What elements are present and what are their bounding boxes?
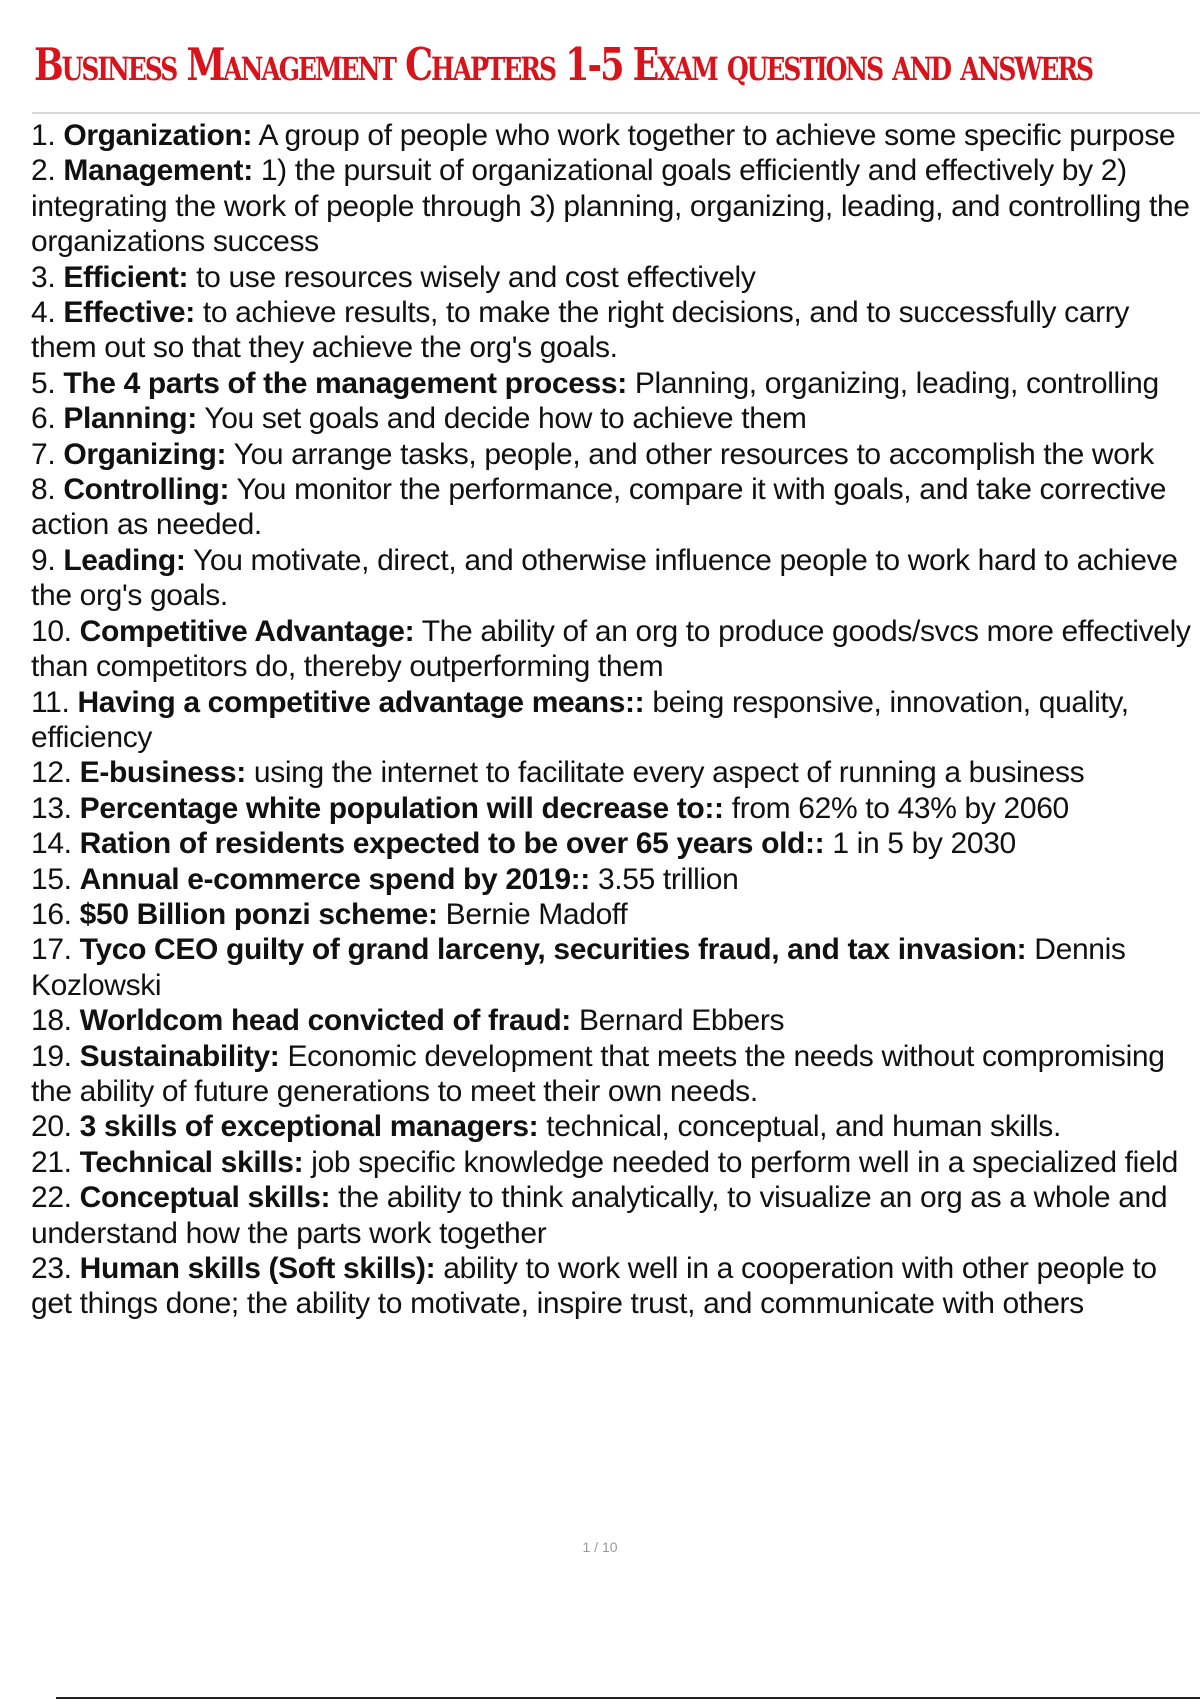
item-definition: job specific knowledge needed to perform well in a specialized field [311, 1145, 1178, 1179]
bottom-divider [56, 1697, 1200, 1699]
item-term: Conceptual skills: [79, 1181, 331, 1215]
item-definition: Bernie Madoff [445, 897, 628, 931]
page-indicator: 1 / 10 [582, 1539, 618, 1555]
item-definition: You motivate, direct, and otherwise influence people to work hard to achieve the org's goals. [31, 543, 1178, 613]
item-term: Management: [63, 154, 253, 188]
item-term: Human skills (Soft skills): [79, 1252, 436, 1285]
item-number: 14. [31, 827, 72, 861]
qa-item [31, 437, 1200, 472]
item-number: 1. [31, 119, 56, 152]
item-number: 22. [31, 1181, 72, 1215]
item-definition: 1 in 5 by 2030 [832, 827, 1016, 861]
qa-item [31, 1109, 1200, 1144]
item-term: Efficient: [63, 260, 189, 294]
item-term: Effective: [63, 296, 195, 330]
item-number: 20. [31, 1110, 72, 1144]
item-definition: to achieve results, to make the right decisions, and to successfully carry them out so that they achieve the org's goals. [31, 296, 1130, 365]
item-definition: 3.55 trillion [597, 862, 739, 896]
qa-item [31, 401, 1200, 436]
qa-item [31, 260, 1200, 295]
item-number: 17. [31, 933, 72, 967]
qa-item [31, 295, 1200, 366]
item-term: Annual e-commerce spend by 2019:: [79, 862, 590, 896]
item-number: 3. [31, 260, 56, 294]
item-definition: You arrange tasks, people, and other resources to accomplish the work [233, 437, 1154, 471]
item-term: $50 Billion ponzi scheme: [79, 897, 438, 931]
item-definition: using the internet to facilitate every aspect of running a business [253, 756, 1085, 790]
item-term: Controlling: [63, 473, 230, 507]
item-number: 5. [31, 366, 56, 400]
item-definition: The ability of an org to produce goods/svcs more effectively than competitors do, thereby outperforming them [31, 614, 1191, 684]
qa-item [31, 1039, 1200, 1110]
qa-item [31, 614, 1200, 685]
item-definition: Bernard Ebbers [578, 1004, 785, 1038]
item-definition: from 62% to 43% by 2060 [731, 791, 1069, 825]
item-term: Competitive Advantage: [79, 614, 415, 648]
item-number: 21. [31, 1145, 72, 1179]
item-term: Technical skills: [79, 1145, 304, 1179]
item-term: Having a competitive advantage means:: [77, 685, 645, 719]
item-number: 4. [31, 296, 56, 330]
qa-item [31, 826, 1200, 861]
qa-item [31, 685, 1200, 756]
qa-item [31, 472, 1200, 543]
item-term: The 4 parts of the management process: [63, 366, 627, 400]
item-term: Planning: [63, 402, 197, 436]
item-definition: You set goals and decide how to achieve them [204, 402, 807, 436]
item-definition: A group of people who work together to achieve some specific purpose [258, 119, 1176, 152]
qa-item [31, 791, 1200, 826]
qa-item [31, 118, 1200, 153]
item-definition: Planning, organizing, leading, controlling [634, 366, 1159, 400]
item-term: Ration of residents expected to be over 65 years old:: [79, 827, 825, 861]
qa-item [31, 1180, 1200, 1251]
qa-item [31, 1145, 1200, 1180]
qa-item [31, 897, 1200, 932]
title-divider [32, 112, 1200, 114]
qa-item [31, 153, 1200, 259]
item-term: Organizing: [63, 437, 227, 471]
item-definition: being responsive, innovation, quality, efficiency [31, 685, 1129, 754]
item-term: 3 skills of exceptional managers: [79, 1110, 539, 1144]
item-number: 12. [31, 756, 72, 790]
qa-item [31, 543, 1200, 614]
item-definition: Dennis Kozlowski [31, 933, 1126, 1002]
item-term: Tyco CEO guilty of grand larceny, securities fraud, and tax invasion: [79, 933, 1027, 967]
item-term: Sustainability: [79, 1039, 280, 1073]
item-definition: to use resources wisely and cost effectively [196, 260, 756, 294]
item-number: 23. [31, 1252, 72, 1285]
item-definition: the ability to think analytically, to visualize an org as a whole and understand how the parts work together [31, 1181, 1168, 1250]
qa-item [31, 1003, 1200, 1038]
item-number: 16. [31, 897, 72, 931]
item-term: Percentage white population will decrease to:: [79, 791, 724, 825]
item-term: Organization: [63, 119, 253, 152]
item-number: 19. [31, 1039, 72, 1073]
item-number: 10. [31, 614, 72, 648]
item-definition: You monitor the performance, compare it with goals, and take corrective action as needed. [31, 473, 1167, 542]
item-number: 11. [31, 685, 70, 719]
item-number: 13. [31, 791, 72, 825]
item-number: 2. [31, 154, 56, 188]
item-term: Worldcom head convicted of fraud: [79, 1004, 571, 1038]
qa-item [31, 755, 1200, 790]
qa-item [31, 862, 1200, 897]
item-number: 6. [31, 402, 56, 436]
document-title: Business Management Chapters 1-5 Exam questions and answers [34, 38, 1093, 91]
item-definition: 1) the pursuit of organizational goals efficiently and effectively by 2) integrating the work of people through 3) planning, organizing, leading, and controlling the organizations success [31, 154, 1190, 259]
item-definition: ability to work well in a cooperation with other people to get things done; the ability to motivate, inspire trust, and communicate with others [31, 1252, 1157, 1321]
item-definition: technical, conceptual, and human skills. [546, 1110, 1061, 1144]
item-number: 9. [31, 543, 56, 577]
qa-item [31, 1251, 1200, 1322]
qa-list [31, 118, 1200, 1322]
item-definition: Economic development that meets the needs without compromising the ability of future generations to meet their own needs. [31, 1039, 1165, 1108]
item-number: 8. [31, 473, 56, 507]
item-term: E-business: [79, 756, 246, 790]
qa-item [31, 932, 1200, 1003]
item-number: 18. [31, 1004, 72, 1038]
item-number: 7. [31, 437, 56, 471]
item-number: 15. [31, 862, 72, 896]
item-term: Leading: [63, 543, 186, 577]
qa-item [31, 366, 1200, 401]
